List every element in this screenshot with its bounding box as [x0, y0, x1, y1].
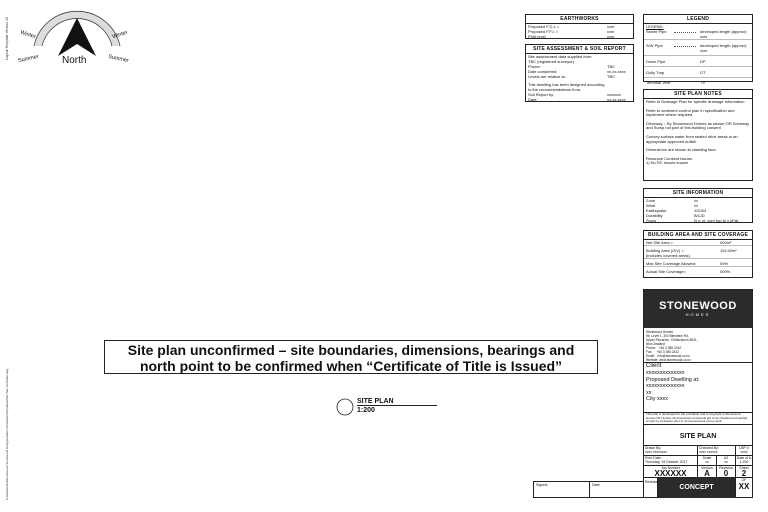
- sheet-value: 2: [741, 469, 747, 478]
- earthworks-title: EARTHWORKS: [526, 15, 633, 24]
- north-arrow: [58, 18, 96, 56]
- site-info-row: Snow N x; xl; xxm (up to x kPa): [646, 218, 739, 223]
- note-paragraph: Driveway – By Stonewood Homes as shown OR Driveway and Sump not part of this building consent: [646, 120, 750, 131]
- sheet-label: Sheet: [739, 466, 749, 470]
- site-assessment-row: Phone: TBC: [528, 64, 615, 69]
- layout-template-version: Layout Template Version 12: [5, 16, 9, 60]
- building-area-row: Net Site Area = 000m²: [646, 240, 732, 245]
- site-assessment-row: Site assessment data supplied from:: [528, 54, 593, 59]
- scale-label: Scale: [702, 456, 712, 460]
- date-of-value: 1:200: [739, 460, 749, 464]
- title-block: [643, 289, 753, 498]
- building-area-panel: [643, 230, 753, 278]
- legend-heading: LEGEND:: [646, 24, 664, 29]
- version-label: Version: [701, 466, 713, 470]
- note-paragraph: Dimensions are shown to cladding face.: [646, 147, 717, 153]
- a3-value: xx: [724, 460, 728, 464]
- legend-item-stormwater: S/W Pipe developed length (approx) xxm: [646, 43, 747, 53]
- site-assessment-row: Date: xx-xx-xxxx: [528, 97, 626, 102]
- note-paragraph: Convey surface water from sealed drive areas to an appropriate approved outfall.: [646, 133, 738, 144]
- compass-summer-left: Summer: [17, 53, 40, 65]
- drawn-by-value: xxxx xxxxxxxx: [645, 450, 667, 454]
- client-label: Client: [646, 363, 662, 369]
- client-line: City xxxx: [646, 396, 668, 402]
- print-date-label: Print Date:: [645, 456, 662, 460]
- site-assessment-title: SITE ASSESSMENT & SOIL REPORT: [526, 45, 633, 54]
- status-badge: [658, 478, 736, 498]
- client-line: xxxxxxxxxxxxxx: [646, 370, 685, 376]
- job-number-label: Job Number: [660, 466, 681, 470]
- brand-name: STONEWOOD: [659, 300, 737, 312]
- sheet-title: SITE PLAN: [679, 433, 717, 440]
- sheet-grid: [644, 445, 752, 498]
- site-info-row: Wind xx: [646, 203, 698, 208]
- revision-value: 0: [723, 469, 729, 478]
- site-assessment-row: This dwelling has been designed according: [528, 82, 605, 87]
- building-area-row: Actual Site Coverage= 000%: [646, 269, 731, 274]
- site-information-panel: [643, 188, 753, 223]
- unconfirmed-banner: [104, 340, 598, 374]
- checked-by-value: xxxx xxxxxx: [699, 450, 718, 454]
- print-date-value: Thursday, 19 October 2017: [645, 460, 688, 464]
- of-label: OF: [741, 478, 747, 482]
- site-information-title: SITE INFORMATION: [644, 189, 752, 198]
- earthworks-panel: [525, 14, 634, 39]
- signed-label: Signed:: [536, 483, 548, 487]
- banner-line-2: north point to be confirmed when “Certificate of Title is Issued”: [139, 358, 563, 374]
- earthworks-row: Proposed F.G.L = xxm: [528, 24, 615, 29]
- site-plan-notes-title: SITE PLAN NOTES: [644, 90, 752, 99]
- status-label: Revision: [645, 480, 659, 484]
- client-line: xx: [646, 389, 652, 396]
- revision-label: Revision: [719, 466, 733, 470]
- site-plan-marker-icon: [336, 398, 354, 416]
- checked-by-label: Checked By:: [699, 446, 719, 450]
- site-assessment-row: to the recommendations from:: [528, 87, 582, 92]
- site-info-row: Durability B/C/D: [646, 213, 705, 218]
- of-value: XX: [738, 482, 750, 491]
- site-assessment-row: Levels are relative to: TBC: [528, 74, 615, 79]
- lbp-label: LBP #: [739, 446, 749, 450]
- client-line: Proposed Dwelling at:: [646, 376, 700, 383]
- legend-item-downpipe: Down Pipe DP: [646, 59, 706, 64]
- brand-logo: [644, 290, 752, 328]
- site-info-row: Zone xx: [646, 198, 698, 203]
- legend-title: LEGEND: [644, 15, 752, 24]
- legend-panel: [643, 14, 753, 85]
- brand-sub: HOMES: [685, 312, 711, 317]
- copyright-note: This plan is developed for the purchaser and is copyright to Stonewood Homes NZ Limited. All dimensions and levels are to be checked and verified on site by contractor prior to commencement of any work.: [644, 412, 752, 425]
- signature-block: [533, 481, 644, 498]
- compass-winter-right: Winter: [111, 29, 129, 41]
- site-assessment-panel: [525, 44, 634, 102]
- note-paragraph: Refer to Drainage Plan for specific drainage information: [646, 99, 745, 104]
- site-assessment-row: Soil Report by: xxxxxxx: [528, 92, 621, 97]
- earthworks-row: FMA level xxm: [528, 34, 615, 39]
- compass-summer-right: Summer: [107, 53, 130, 65]
- site-plan-label-title: SITE PLAN: [357, 398, 437, 406]
- file-path-text: K:\Residential\Stonewood Stonewood Designs\Sales Templates\Templates\Site Plan Template.dwg: [5, 368, 9, 500]
- date-of-label: Date of A: [736, 456, 752, 460]
- site-assessment-row: TBC (registered surveyor): [528, 59, 575, 64]
- client-line: xxxxxxxxxxxxxx: [646, 383, 685, 389]
- building-area-row: Building Area (O/V) = (includes covered areas) 119.92m²: [646, 248, 737, 258]
- legend-item-terminal-vent: Terminal Vent TV: [646, 80, 706, 85]
- banner-line-1: Site plan unconfirmed – site boundaries, dimensions, bearings and: [127, 342, 575, 358]
- job-number-value: XXXXXX: [654, 469, 687, 478]
- building-area-row: Max Site Coverage Allowed: 00%: [646, 261, 729, 266]
- a3-label: A3: [723, 456, 729, 460]
- building-area-title: BUILDING AREA AND SITE COVERAGE: [644, 231, 752, 240]
- drawn-by-label: Drawn By:: [645, 446, 662, 450]
- compass-winter-left: Winter: [19, 29, 37, 41]
- earthworks-row: Proposed F.F.L = xxm: [528, 29, 615, 34]
- client-section: [644, 362, 752, 403]
- site-plan-label-scale: 1:200: [357, 407, 375, 414]
- legend-item-sewer: Sewer Pipe developed length (approx) xxm: [646, 29, 747, 39]
- status-value: CONCEPT: [679, 484, 714, 491]
- signature-date-label: Date:: [592, 483, 601, 487]
- note-paragraph: Refer to sediment control plan in specification and implement where required.: [646, 107, 735, 118]
- compass-north-label: North: [62, 55, 87, 66]
- site-assessment-row: Date completed: xx-xx-xxxx: [528, 69, 626, 74]
- lbp-value: xxxx: [740, 450, 748, 454]
- note-paragraph: Resource Consent Issues: 1) No RC Issues known: [646, 155, 693, 166]
- legend-item-gully-trap: Gully Trap GT: [646, 70, 706, 75]
- scale-value: xx: [705, 460, 709, 464]
- site-info-row: Earthquake 1/2/3/4: [646, 208, 707, 213]
- company-details: Stonewood Homes 9b, Level 1, 303 Blenheim Rd, Upper Riccarton, Christchurch 8041, New Zealand Phone: +64 3 356 2342 Fax: +64 3 356 2342 Email: info@stonewood.co.nz Website: www.stonewood.co.nz: [646, 330, 698, 362]
- version-value: A: [704, 469, 710, 478]
- site-plan-notes-panel: [643, 89, 753, 181]
